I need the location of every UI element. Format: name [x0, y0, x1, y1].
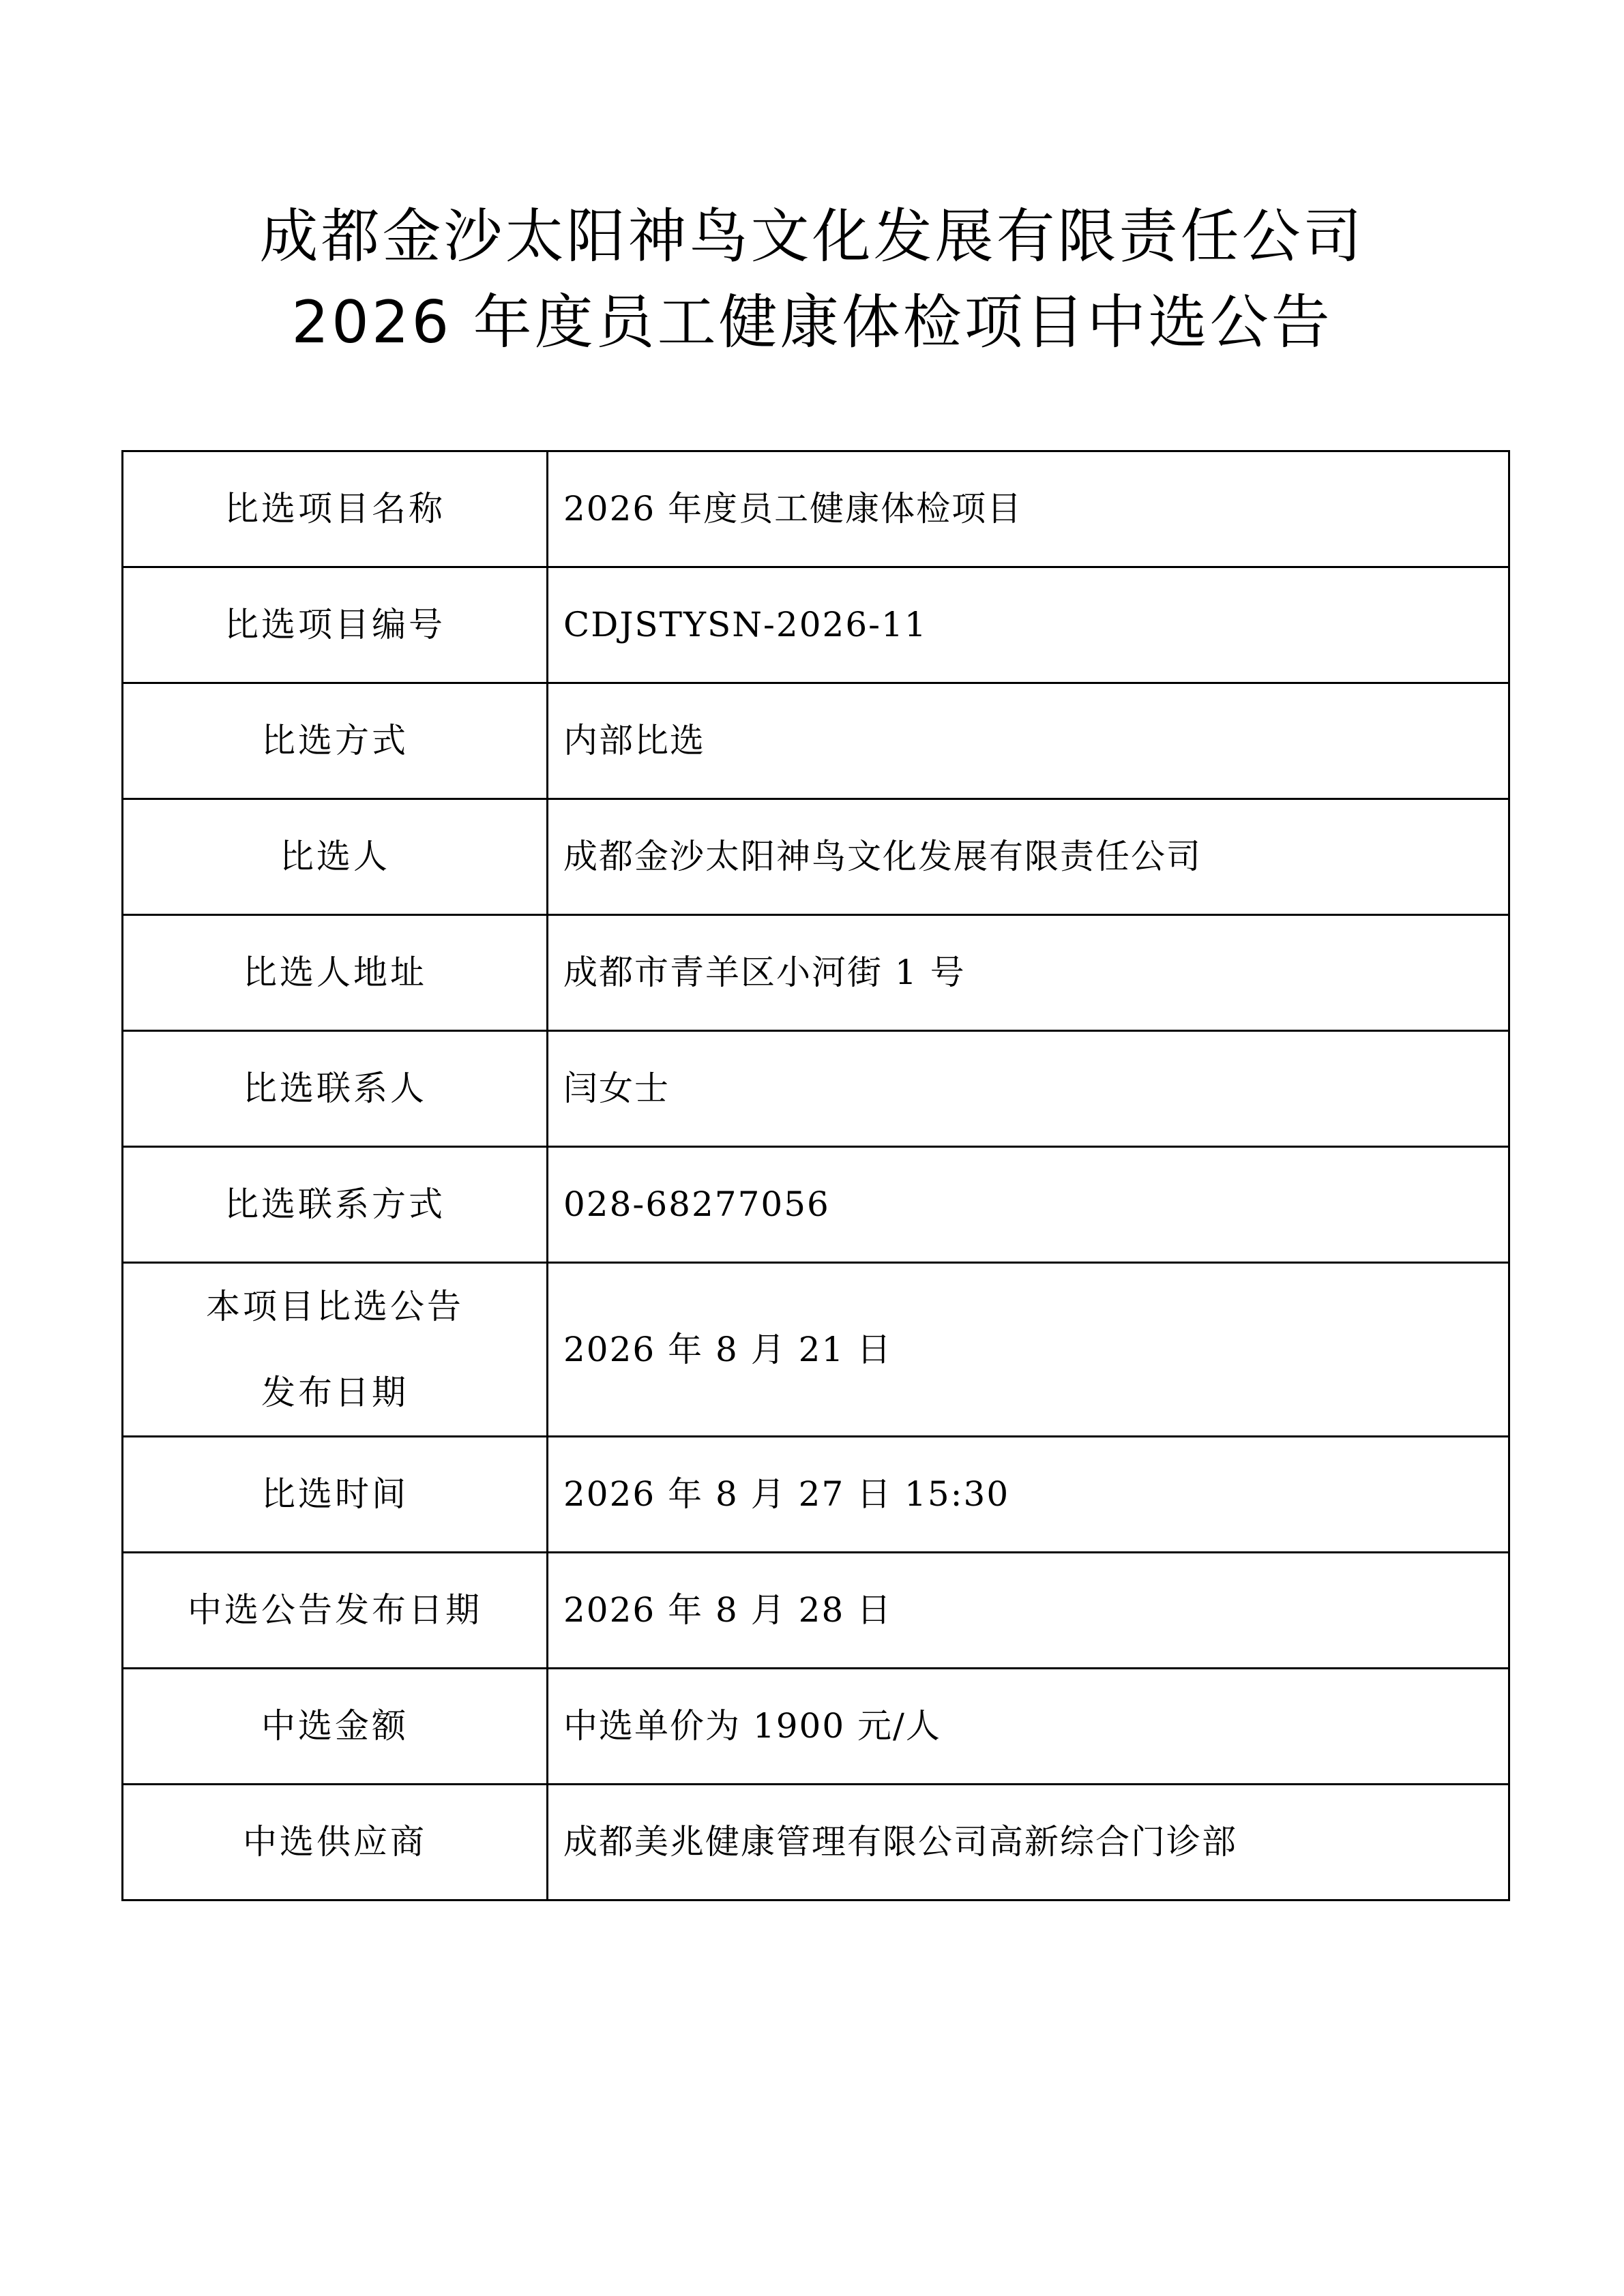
- row-value-selection-method: 内部比选: [548, 683, 1509, 799]
- table-row: [123, 567, 1509, 683]
- row-label-selector-address: 比选人地址: [123, 915, 548, 1031]
- row-value-project-number: CDJSTYSN-2026-11: [548, 567, 1509, 683]
- row-label-result-date: 中选公告发布日期: [123, 1553, 548, 1669]
- row-label-winning-supplier: 中选供应商: [123, 1785, 548, 1900]
- row-value-selector: 成都金沙太阳神鸟文化发展有限责任公司: [548, 799, 1509, 915]
- table-row: [123, 1147, 1509, 1263]
- announcement-table: [121, 450, 1510, 1901]
- row-label-winning-amount: 中选金额: [123, 1669, 548, 1785]
- row-label-selection-time: 比选时间: [123, 1437, 548, 1553]
- row-value-selector-address: 成都市青羊区小河街 1 号: [548, 915, 1509, 1031]
- row-label-announcement-date-line1: 本项目比选公告: [206, 1287, 464, 1326]
- row-label-selector: 比选人: [123, 799, 548, 915]
- row-label-announcement-date: [123, 1263, 548, 1437]
- table-row: [123, 1785, 1509, 1900]
- table-row: [123, 1437, 1509, 1553]
- row-value-winning-amount: 中选单价为 1900 元/人: [548, 1669, 1509, 1785]
- table-row: [123, 1263, 1509, 1437]
- table-row: [123, 1553, 1509, 1669]
- row-label-announcement-date-line2: 发布日期: [261, 1373, 409, 1412]
- table-row: [123, 1669, 1509, 1785]
- document-title-line1: 成都金沙太阳神鸟文化发展有限责任公司: [259, 203, 1365, 271]
- row-value-contact-phone: 028-68277056: [548, 1147, 1509, 1263]
- row-label-project-name: 比选项目名称: [123, 451, 548, 567]
- row-value-project-name: 2026 年度员工健康体检项目: [548, 451, 1509, 567]
- table-row: [123, 683, 1509, 799]
- row-value-selection-time: 2026 年 8 月 27 日 15:30: [548, 1437, 1509, 1553]
- row-label-contact-phone: 比选联系方式: [123, 1147, 548, 1263]
- row-label-project-number: 比选项目编号: [123, 567, 548, 683]
- document-title-line2: 2026 年度员工健康体检项目中选公告: [291, 288, 1333, 357]
- row-label-contact-person: 比选联系人: [123, 1031, 548, 1147]
- row-label-selection-method: 比选方式: [123, 683, 548, 799]
- table-row: [123, 915, 1509, 1031]
- row-value-result-date: 2026 年 8 月 28 日: [548, 1553, 1509, 1669]
- table-row: [123, 1031, 1509, 1147]
- table-row: [123, 451, 1509, 567]
- row-value-contact-person: 闫女士: [548, 1031, 1509, 1147]
- table-row: [123, 799, 1509, 915]
- row-value-winning-supplier: 成都美兆健康管理有限公司高新综合门诊部: [548, 1785, 1509, 1900]
- row-value-announcement-date: 2026 年 8 月 21 日: [548, 1263, 1509, 1437]
